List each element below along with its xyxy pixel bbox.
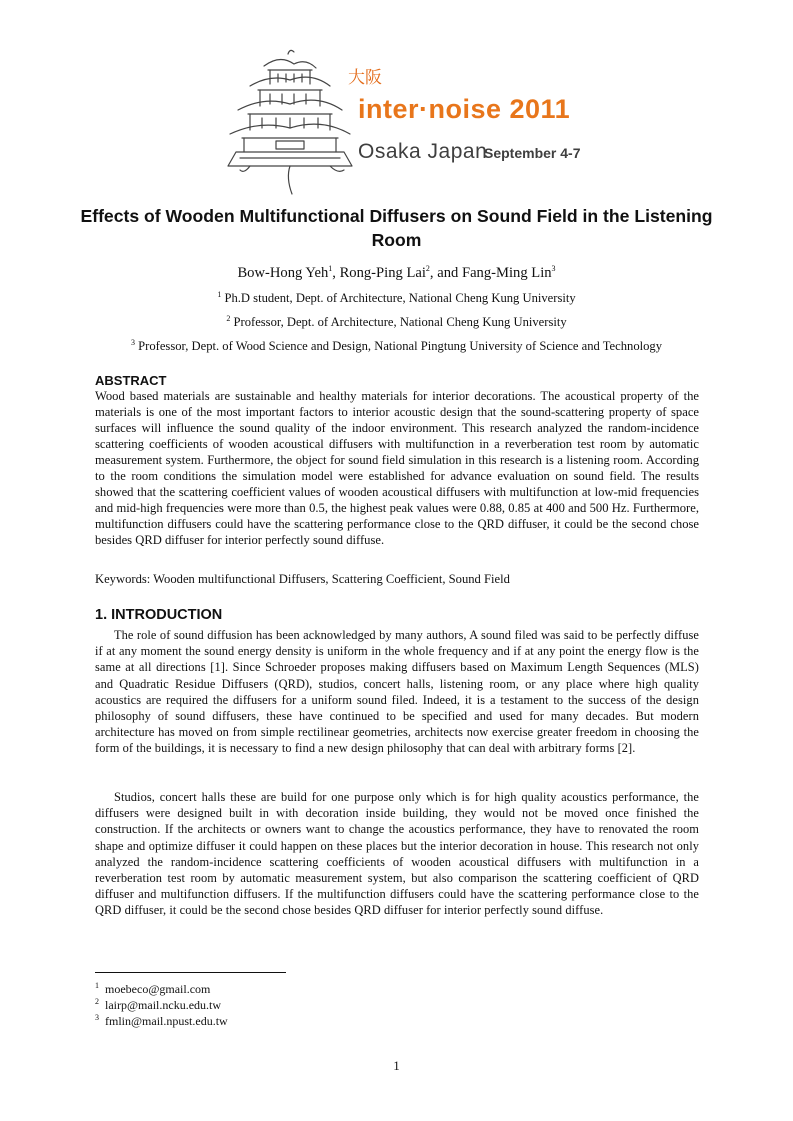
footnote xyxy=(95,982,210,997)
abstract-heading: ABSTRACT xyxy=(95,373,167,388)
affiliation-text: Ph.D student, Dept. of Architecture, National Cheng Kung University xyxy=(224,291,576,305)
keywords: Keywords: Wooden multifunctional Diffusers, Scattering Coefficient, Sound Field xyxy=(95,572,510,586)
footnote xyxy=(95,1014,228,1029)
introduction-paragraph: Studios, concert halls these are build for one purpose only which is for high quality acoustics performance, the diffusers were designed built in with decoration inside building, they would not be moved once finished the construction. If the architects or owners want to change the acoustics performance, they have to renovated the room shape and optimize diffuser it could happen on these places but the interior decoration in house. This research not only analyzed the random-incidence scattering coefficients of wooden acoustical diffusers with multifunction in a reverberation test room by automatic measurement system, but also comparison the scattering coefficient of QRD diffuser and multifunction diffusers. If the multifunction diffusers could have the scattering performance close to the QRD diffuser, it could be the second chose besides QRD diffuser for interior perfectly sound diffuse. xyxy=(95,790,699,918)
footnote-mark: 2 xyxy=(95,997,99,1006)
affiliation xyxy=(0,315,793,330)
author-separator: , xyxy=(332,265,340,281)
affiliation-mark: 2 xyxy=(226,313,231,323)
affiliation-mark: 3 xyxy=(130,337,135,347)
osaka-castle-icon xyxy=(220,48,360,198)
conference-logo xyxy=(220,48,600,198)
footnote-email: moebeco@gmail.com xyxy=(105,982,211,996)
author-name: Fang-Ming Lin xyxy=(461,265,552,281)
conference-dates: September 4-7 xyxy=(484,145,581,161)
introduction-heading: 1. INTRODUCTION xyxy=(95,607,223,623)
affiliation xyxy=(0,339,793,354)
conference-place: Osaka Japan xyxy=(358,140,488,163)
author-mark: 2 xyxy=(425,264,430,274)
author-mark: 1 xyxy=(328,264,333,274)
author-line xyxy=(0,265,793,282)
affiliation-text: Professor, Dept. of Wood Science and Design, National Pingtung University of Science and Technology xyxy=(138,339,663,353)
footnote-mark: 1 xyxy=(95,981,99,990)
page-number: 1 xyxy=(393,1058,400,1073)
abstract-body: Wood based materials are sustainable and healthy materials for interior decorations. The acoustical property of the materials is one of the most important factors to interior acoustic design that the sound-scattering property of space surfaces will influence the sound quality of the indoor environment. This research analyzed the random-incidence scattering coefficients of wooden acoustical diffusers with multifunction in a reverberation test room by automatic measurement system. Furthermore, the object for sound field simulation in this research is a listening room. According to the room conditions the simulation model were established for advance evaluation on sound field. The results showed that the scattering coefficient values of wooden acoustical diffusers with multifunction at low-mid frequencies and mid-high frequencies were more than 0.5, the highest peak values were 0.88, 0.85 at 400 and 500 Hz. Furthermore, multifunction diffusers could have the scattering performance close to the QRD diffuser, it could be the second chose besides QRD diffuser for interior perfectly sound diffuse. xyxy=(95,389,699,547)
author-separator: , and xyxy=(429,265,462,281)
footnote xyxy=(95,998,221,1013)
introduction-paragraph: The role of sound diffusion has been acknowledged by many authors, A sound filed was said to be perfectly diffuse if at any moment the sound energy density is uniform in the whole frequency and if at any point the energy flow is the same at all directions [1]. Since Schroeder proposes making diffusers based on Maximum Length Sequences (MLS) and Quadratic Residue Diffusers (QRD), studios, concert halls, listening room, or any place where high quality acoustics are required the diffusers for a uniform sound filed. Indeed, it is a testament to the success of the design philosophy of sound diffusers, these have continued to be specified and used for many decades. But modern architecture has moved on from simple rectilinear geometries, architects now exercise greater freedom in choosing the form of the buildings, it is necessary to find a new design philosophy that can deal with arbitrary forms [2]. xyxy=(95,628,699,756)
footnote-mark: 3 xyxy=(95,1013,99,1022)
author-name: Bow-Hong Yeh xyxy=(237,265,329,281)
author-mark: 3 xyxy=(551,264,556,274)
affiliation-text: Professor, Dept. of Architecture, National Cheng Kung University xyxy=(233,315,567,329)
footnote-rule xyxy=(95,972,286,973)
conference-kanji: 大阪 xyxy=(348,68,382,88)
paper-title: Effects of Wooden Multifunctional Diffusers on Sound Field in the Listening Room xyxy=(80,206,713,250)
author-name: Rong-Ping Lai xyxy=(339,265,426,281)
footnote-email: lairp@mail.ncku.edu.tw xyxy=(105,998,222,1012)
affiliation xyxy=(0,291,793,306)
conference-name: inter·noise 2011 xyxy=(358,94,571,124)
affiliation-mark: 1 xyxy=(217,289,222,299)
footnote-email: fmlin@mail.npust.edu.tw xyxy=(105,1014,228,1028)
